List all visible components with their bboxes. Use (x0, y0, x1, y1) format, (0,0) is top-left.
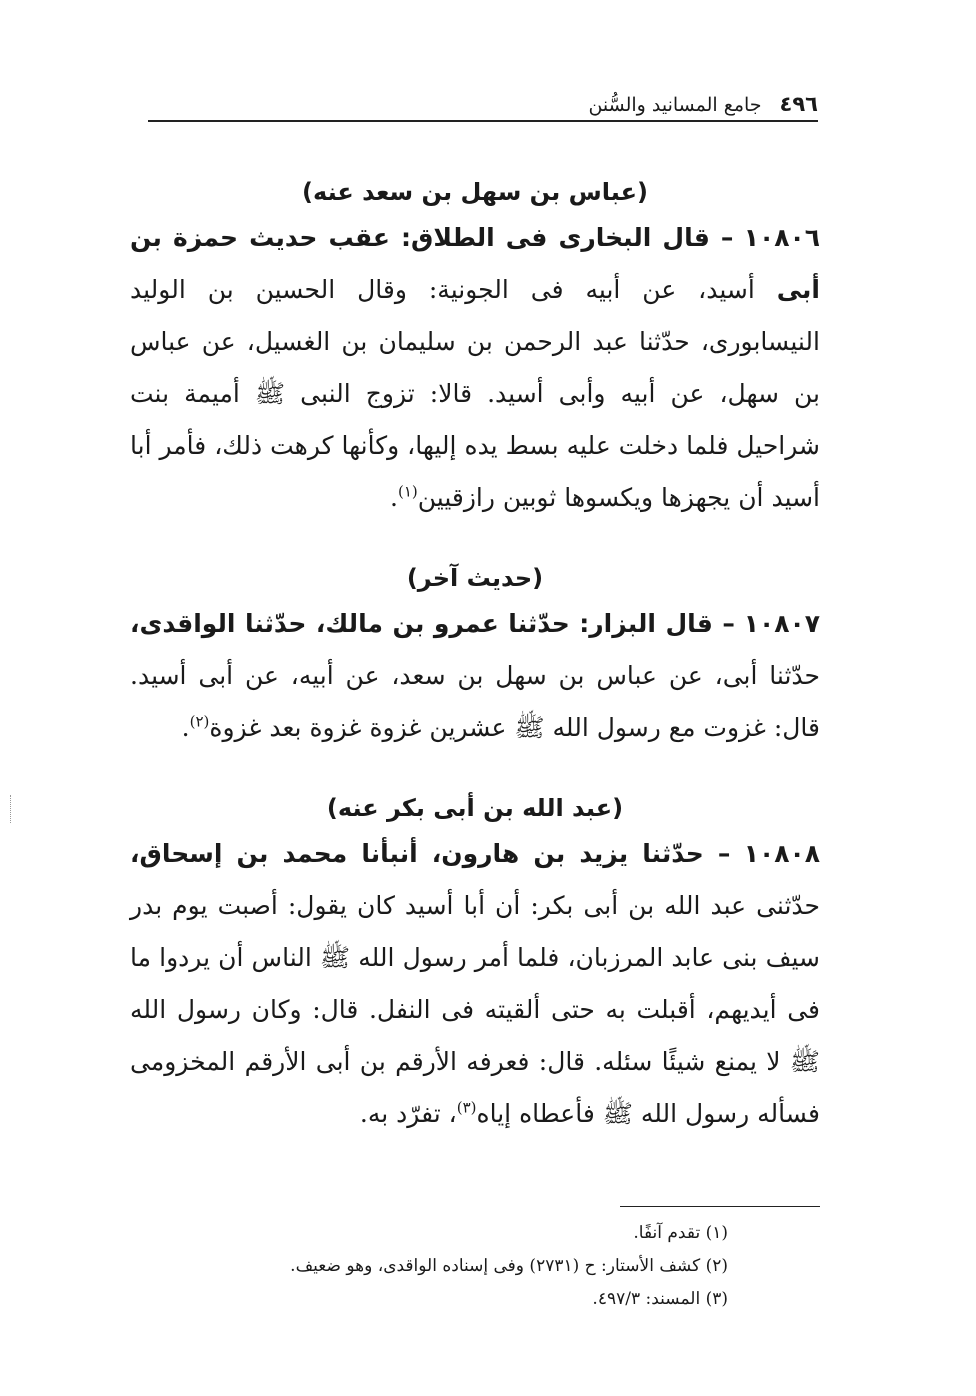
hadith-text (130, 598, 820, 754)
footnote: (٣) المسند: ٤٩٧/٣. (592, 1289, 728, 1309)
footnote-divider (620, 1206, 820, 1207)
section-title: (عباس بن سهل بن سعد عنه) (302, 178, 648, 206)
hadith-lead: – حدّثنا يزيد بن هارون، أنبأنا محمد بن إسحاق، (130, 839, 731, 868)
footnote: (٢) كشف الأستار: ح (٢٧٣١) وفى إسناده الواقدى، وهو ضعيف. (290, 1256, 728, 1276)
hadith-ending: . (181, 713, 190, 742)
hadith-body: أسيد، عن أبيه فى الجونية: وقال الحسين بن الوليد النيسابورى، حدّثنا عبد الرحمن بن سليمان بن الغسيل، عن عباس بن سهل، عن أبيه وأبى أسيد. قالا: تزوج النبى ﷺ أميمة بنت شراحيل فلما دخلت عليه بسط يده إليها، وكأنها كرهت ذلك، فأمر أبا أسيد أن يجهزها ويكسوها ثوبين رازقيين (130, 275, 820, 512)
footnotes (130, 1206, 820, 1316)
page-body (130, 160, 820, 1140)
hadith-ending: . (390, 483, 398, 512)
hadith-section (130, 172, 820, 524)
hadith-text (130, 212, 820, 524)
footnote: (١) تقدم آنفًا. (633, 1223, 728, 1243)
hadith-lead: – قال البخارى فى الطلاق: عقب حديث حمزة بن أبى (130, 223, 820, 304)
hadith-text (130, 828, 820, 1140)
footnote-reference: (١) (397, 482, 418, 501)
hadith-lead: – قال البزار: حدّثنا عمرو بن مالك، حدّثنا الواقدى، (130, 609, 735, 638)
hadith-ending: ، تفرّد به. (359, 1099, 457, 1128)
section-title: (حديث آخر) (406, 564, 544, 592)
hadith-section (130, 788, 820, 1140)
running-title: جامع المسانيد والسُّنن (588, 94, 762, 116)
hadith-section (130, 558, 820, 754)
hadith-number: ١٠٨٠٧ (743, 609, 820, 638)
hadith-number: ١٠٨٠٨ (743, 839, 820, 868)
section-title: (عبد الله بن أبى بكر عنه) (326, 794, 624, 822)
hadith-number: ١٠٨٠٦ (743, 223, 820, 252)
hadith-body: حدّثنا أبى، عن عباس بن سهل بن سعد، عن أبيه، عن أبى أسيد. قال: غزوت مع رسول الله ﷺ عشرين غزوة غزوة بعد غزوة (130, 661, 820, 742)
page-header (148, 88, 818, 122)
scan-artifact (10, 795, 13, 823)
footnote-reference: (٢) (189, 712, 210, 731)
hadith-body: حدّثنى عبد الله بن أبى بكر: أن أبا أسيد كان يقول: أصبت يوم بدر سيف بنى عابد المرزبان، فلما أمر رسول الله ﷺ الناس أن يردوا ما فى أيديهم، أقبلت به حتى ألقيته فى النفل. قال: وكان رسول الله ﷺ لا يمنع شيئًا سئله. قال: فعرفه الأرقم بن أبى الأرقم المخزومى فسأله رسول الله ﷺ فأعطاه إياه (130, 891, 820, 1128)
page-number: ٤٩٦ (779, 92, 818, 116)
footnote-reference: (٣) (456, 1098, 477, 1117)
